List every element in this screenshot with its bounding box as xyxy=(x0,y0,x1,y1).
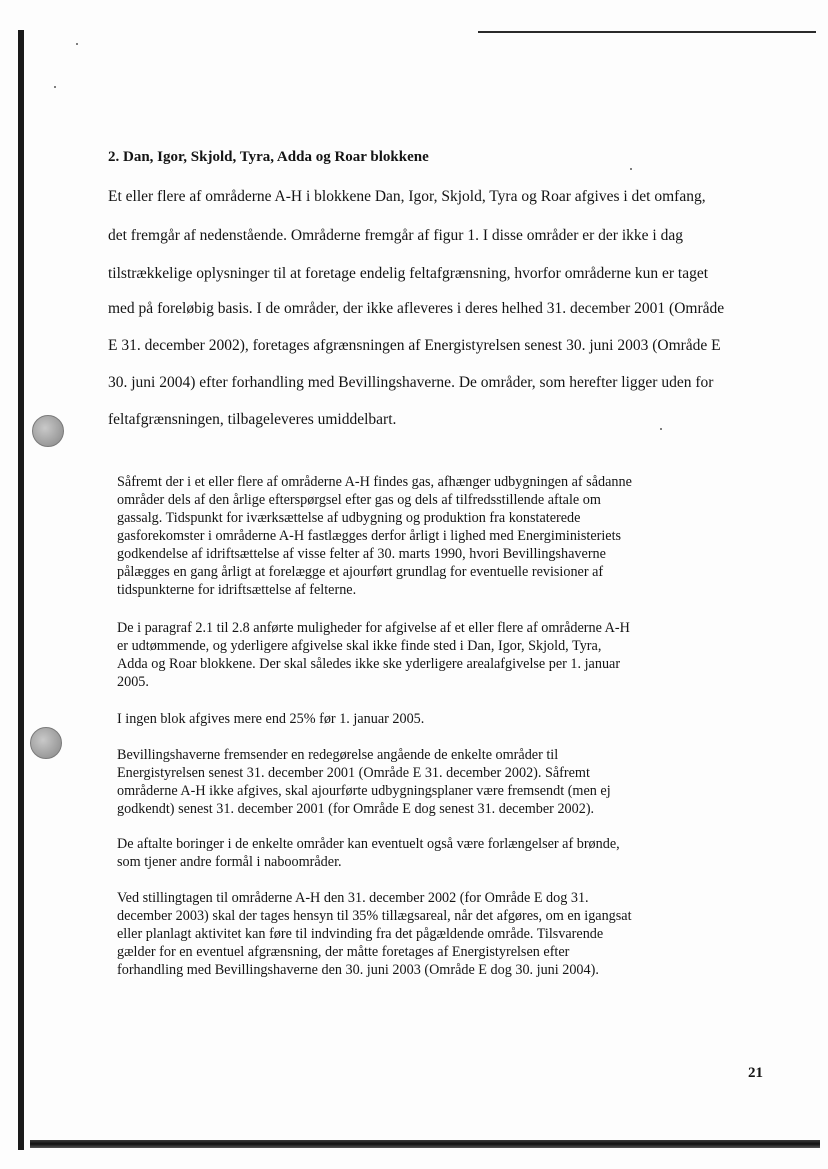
paragraph-line: gasforekomster i områderne A-H fastlægges derfor årligt i lighed med Energiministeriets xyxy=(117,528,622,544)
paragraph-line: forhandling med Bevillingshaverne den 30. juni 2003 (Område E dog 30. juni 2004). xyxy=(117,962,599,978)
paragraph-line: godkendelse af idriftsættelse af visse felter af 30. marts 1990, hvori Bevillingshaverne xyxy=(117,546,606,562)
section-title: 2. Dan, Igor, Skjold, Tyra, Adda og Roar blokkene xyxy=(108,149,429,165)
intro-line: 30. juni 2004) efter forhandling med Bevillingshaverne. De områder, som herefter ligger uden for xyxy=(108,374,714,391)
scan-speck xyxy=(630,168,632,170)
paragraph-line: De i paragraf 2.1 til 2.8 anførte muligheder for afgivelse af et eller flere af områderne A-H xyxy=(117,620,630,636)
intro-line: Et eller flere af områderne A-H i blokkene Dan, Igor, Skjold, Tyra og Roar afgives i det omfang, xyxy=(108,188,706,205)
header-rule xyxy=(478,31,816,33)
scan-speck xyxy=(76,43,78,45)
paragraph-line: pålægges en gang årligt at forelægge et ajourført grundlag for eventuelle revisioner af xyxy=(117,564,604,580)
intro-line: tilstrækkelige oplysninger til at foretage endelig feltafgrænsning, hvorfor områderne kun er taget xyxy=(108,265,709,282)
intro-line: med på foreløbig basis. I de områder, der ikke afleveres i deres helhed 31. december 2001 (Område xyxy=(108,300,725,317)
paragraph-gas-development xyxy=(117,473,717,599)
paragraph-line: Bevillingshaverne fremsender en redegørelse angående de enkelte områder til xyxy=(117,747,559,763)
paragraph-relinquishment-options xyxy=(117,619,717,691)
page-number: 21 xyxy=(748,1065,763,1081)
scan-speck xyxy=(54,86,56,88)
paragraph-line: er udtømmende, og yderligere afgivelse skal ikke finde sted i Dan, Igor, Skjold, Tyra, xyxy=(117,638,602,654)
intro-line: det fremgår af nedenstående. Områderne fremgår af figur 1. I disse områder er der ikke i dag xyxy=(108,227,683,244)
paragraph-line: områder dels af den årlige efterspørgsel efter gas og dels af tilfredsstillende aftale om xyxy=(117,492,601,508)
punch-hole xyxy=(30,727,62,759)
paragraph-line: Energistyrelsen senest 31. december 2001 (Område E 31. december 2002). Såfremt xyxy=(117,765,590,781)
paragraph-line: områderne A-H ikke afgives, skal ajourførte udbygningsplaner være fremsendt (men ej xyxy=(117,783,611,799)
paragraph-line: godkendt) senest 31. december 2001 (for Område E dog senest 31. december 2002). xyxy=(117,801,595,817)
paragraph-line: I ingen blok afgives mere end 25% før 1. januar 2005. xyxy=(117,711,425,727)
paragraph-line: gassalg. Tidspunkt for iværksættelse af udbygning og produktion fra konstaterede xyxy=(117,510,581,526)
paragraph-report-deadline xyxy=(117,746,717,818)
paragraph-max-relinquishment xyxy=(117,710,717,728)
intro-line: E 31. december 2002), foretages afgrænsningen af Energistyrelsen senest 30. juni 2003 (Område E xyxy=(108,337,721,354)
paragraph-line: Såfremt der i et eller flere af områderne A-H findes gas, afhænger udbygningen af sådanne xyxy=(117,474,632,490)
punch-hole xyxy=(32,415,64,447)
paragraph-additional-area xyxy=(117,889,717,979)
paragraph-line: Ved stillingtagen til områderne A-H den 31. december 2002 (for Område E dog 31. xyxy=(117,890,589,906)
scan-speck xyxy=(660,428,662,430)
paragraph-agreed-drillings xyxy=(117,835,717,871)
paragraph-line: eller planlagt aktivitet kan føre til indvinding fra det pågældende område. Tilsvarende xyxy=(117,926,604,942)
scan-left-border xyxy=(18,30,24,1150)
paragraph-line: december 2003) skal der tages hensyn til 35% tillægsareal, når det afgøres, om en igangsat xyxy=(117,908,632,924)
paragraph-line: tidspunkterne for idriftsættelse af felterne. xyxy=(117,582,357,598)
paragraph-line: 2005. xyxy=(117,674,149,690)
intro-line: feltafgrænsningen, tilbageleveres umiddelbart. xyxy=(108,411,397,428)
paragraph-line: som tjener andre formål i naboområder. xyxy=(117,854,342,870)
scan-bottom-border xyxy=(30,1140,820,1148)
paragraph-line: gælder for en eventuel afgrænsning, der måtte foretages af Energistyrelsen efter xyxy=(117,944,570,960)
paragraph-line: De aftalte boringer i de enkelte områder kan eventuelt også være forlængelser af brønde, xyxy=(117,836,620,852)
paragraph-line: Adda og Roar blokkene. Der skal således ikke ske yderligere arealafgivelse per 1. januar xyxy=(117,656,621,672)
